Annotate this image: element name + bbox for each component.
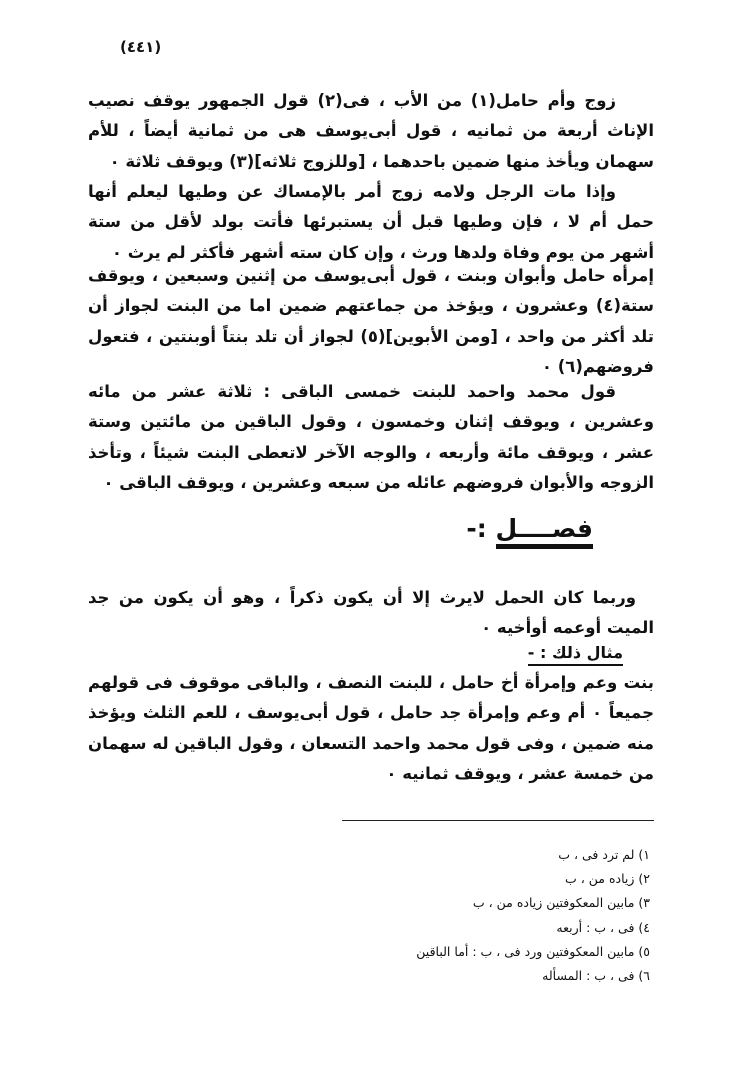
footnote-3: ٣) مابين المعكوفتين زياده من ، ب — [472, 895, 650, 911]
footnote-2: ٢) زياده من ، ب — [565, 871, 650, 887]
paragraph-1: زوج وأم حامل(١) من الأب ، فى(٢) قول الجمهور يوقف نصيب الإناث أربعة من ثمانيه ، قول أبى‌يوسف هى من ثمانية أيضاً ، للأم سهمان ويأخذ منها ضمين باحدهما ، [وللزوج ثلاثه](٣) ويوقف ثلاثة ٠ — [88, 91, 654, 171]
example-label: مثال ذلك : - — [528, 642, 623, 666]
footnote-6: ٦) فى ، ب : المسأله — [542, 967, 650, 983]
paragraph-5: وربما كان الحمل لايرث إلا أن يكون ذكراً ، وهو أن يكون من جد الميت أوعمه أوأخيه ٠ — [88, 588, 654, 638]
footnotes — [416, 843, 650, 988]
page-number: (٤٤١) — [120, 38, 162, 56]
section-heading — [466, 514, 593, 543]
paragraph-6: بنت وعم وإمرأة أخ حامل ، للبنت النصف ، والباقى موقوف فى قولهم جميعاً ٠ أم وعم وإمرأة جد حامل ، قول أبى‌يوسف ، للعم الثلث ويؤخذ منه ضمين ، وفى قول محمد واحمد التسعان ، وقول الباقين له سهمان من خمسة عشر ، ويوقف ثمانيه ٠ — [88, 673, 654, 783]
footnote-5: ٥) مابين المعكوفتين ورد فى ، ب : أما الباقين — [416, 943, 650, 959]
paragraph-2: وإذا مات الرجل ولامه زوج أمر بالإمساك عن وطيها ليعلم أنها حمل أم لا ، فإن وطيها قبل أن يستبرئها فأتت بولد لأقل من ستة أشهر من يوم وفاة ولدها ورث ، وإن كان سته أشهر فأكثر لم يرث ٠ — [88, 182, 654, 262]
footnote-divider — [342, 820, 654, 821]
paragraph-3: إمرأه حامل وأبوان وبنت ، قول أبى‌يوسف من إثنين وسبعين ، ويوقف ستة(٤) وعشرون ، ويؤخذ من جماعتهم ضمين اما من البنت لجواز أن تلد أكثر من واحد ، [ومن الأبوين](٥) لجواز أن تلد بنتاً أوبنتين ، فتعول فروضهم(٦) ٠ — [88, 266, 654, 376]
section-heading-word: فصــــل — [496, 514, 594, 549]
paragraph-4: قول محمد واحمد للبنت خمسى الباقى : ثلاثة عشر من مائه وعشرين ، ويوقف إثنان وخمسون ، وقول الباقين من مائتين وستة عشر ، ويوقف مائة وأربعه ، والوجه الآخر لاتعطى البنت شيئاً ، وتأخذ الزوجه والأبوان فروضهم عائله من سبعه وعشرين ، ويوقف الباقى ٠ — [88, 382, 654, 492]
footnote-4: ٤) فى ، ب : أربعه — [556, 919, 650, 935]
footnote-1: ١) لم ترد فى ، ب — [558, 847, 650, 862]
section-heading-suffix: :- — [466, 514, 496, 543]
